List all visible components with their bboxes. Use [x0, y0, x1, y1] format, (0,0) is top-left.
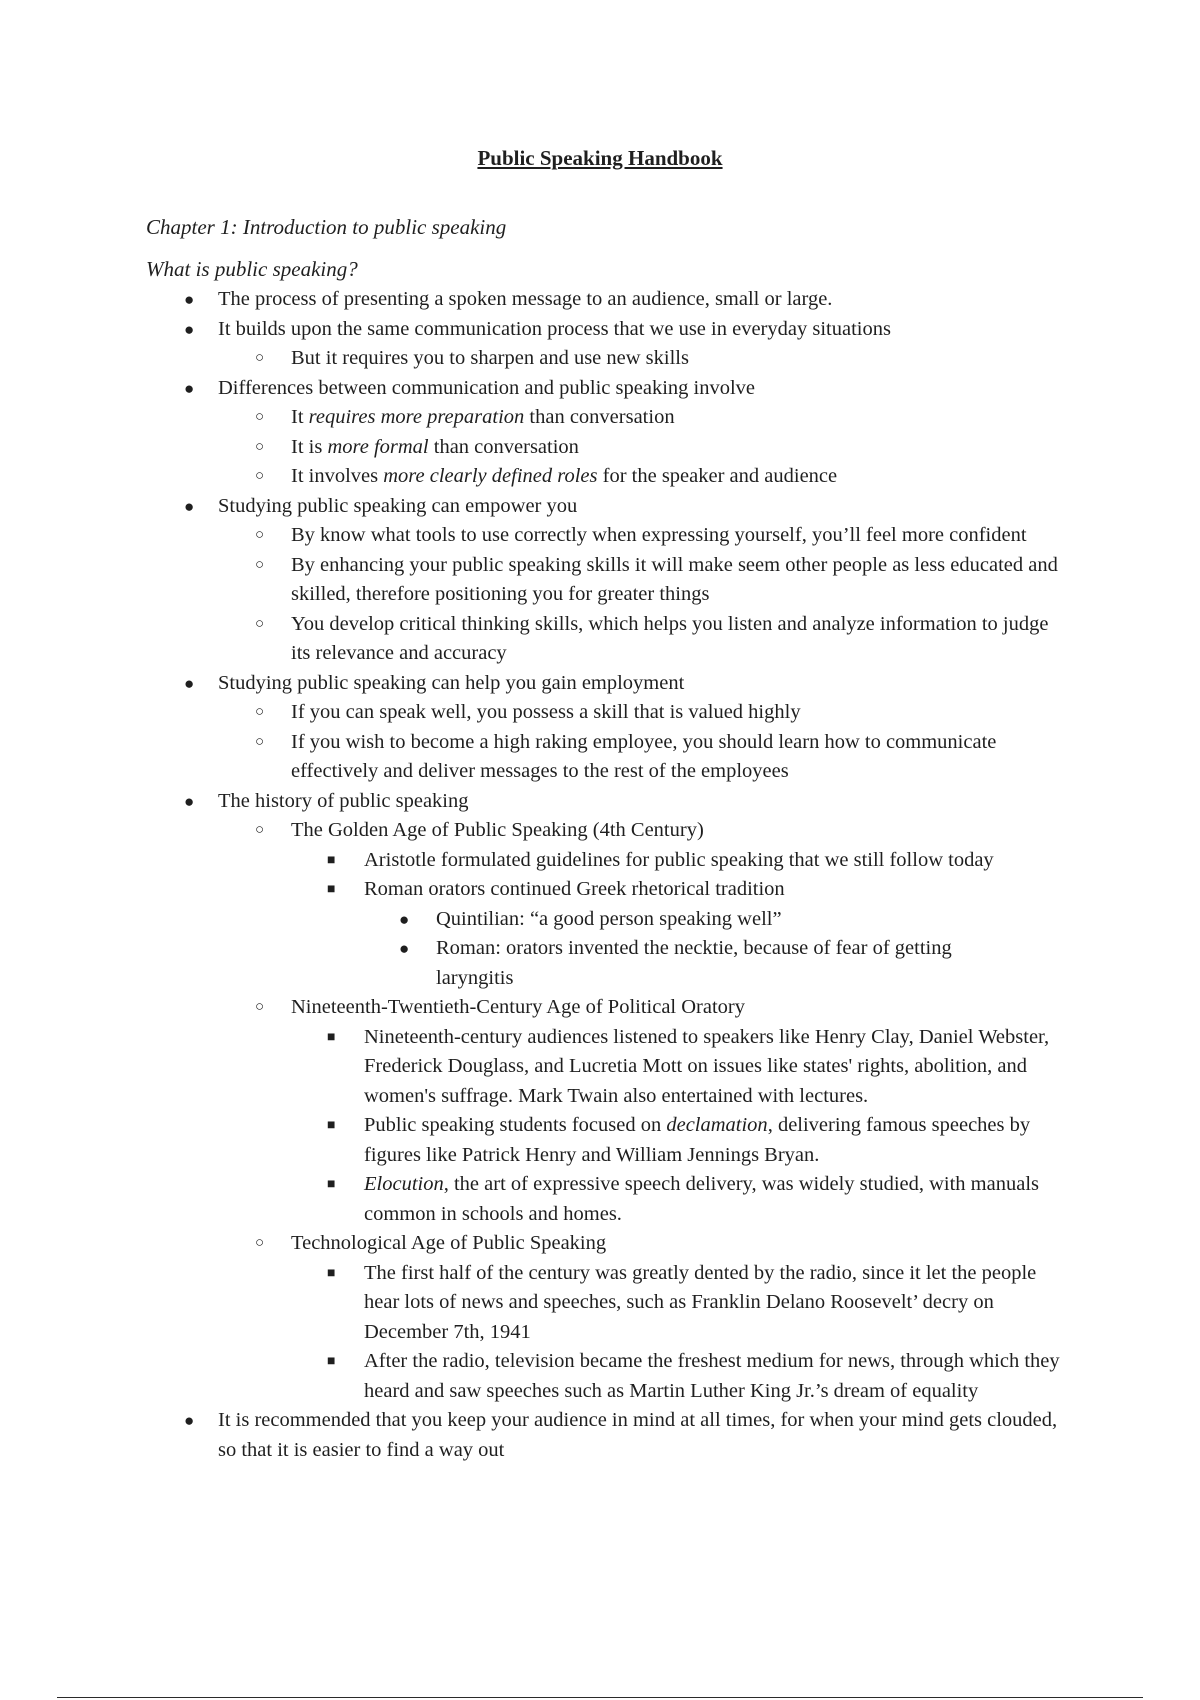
document-title: Public Speaking Handbook	[477, 146, 723, 170]
list-item	[0, 698, 1063, 728]
list-item-text: If you can speak well, you possess a skill that is valued highly	[291, 701, 801, 723]
disc-bullet-icon: ●	[184, 319, 195, 339]
circle-bullet-icon: ○	[255, 822, 265, 838]
page-bottom-divider	[57, 1697, 1143, 1698]
chapter-heading: Chapter 1: Introduction to public speaking	[146, 215, 507, 239]
circle-bullet-icon: ○	[255, 615, 265, 632]
list-item-text: It builds upon the same communication process that we use in everyday situations	[218, 317, 891, 340]
list-item	[0, 1170, 1064, 1229]
square-bullet-icon: ■	[327, 1029, 336, 1045]
list-item	[0, 521, 1063, 551]
list-item	[0, 1229, 1063, 1259]
list-item	[0, 1259, 1064, 1348]
text-run: for the speaker and audience	[597, 465, 838, 487]
disc-bullet-icon: ●	[184, 791, 195, 811]
list-item	[0, 787, 1068, 817]
text-run: It	[291, 406, 309, 428]
list-item-text	[291, 406, 675, 428]
list-item	[0, 816, 1063, 846]
emphasis-text: more clearly defined roles	[383, 465, 598, 487]
square-bullet-icon: ■	[327, 1118, 336, 1133]
list-item-text: The history of public speaking	[218, 789, 469, 812]
list-item-text	[364, 1114, 1030, 1166]
list-item-text: If you wish to become a high raking employee, you should learn how to communicate effectively and deliver messages to the rest of the employees	[291, 730, 997, 782]
list-item-text	[291, 436, 579, 458]
text-run: than conversation	[524, 406, 675, 428]
list-item-text: After the radio, television became the freshest medium for news, through which they heard and saw speeches such as Martin Luther King Jr.’s dream of equality	[364, 1350, 1060, 1402]
list-item-text: Differences between communication and public speaking involve	[218, 376, 756, 399]
list-item-text: Studying public speaking can help you gain employment	[218, 671, 685, 694]
circle-bullet-icon: ○	[255, 1235, 265, 1251]
list-item	[0, 728, 1063, 787]
list-item	[0, 433, 1063, 463]
text-run: It involves	[291, 465, 384, 487]
list-item	[0, 993, 1063, 1023]
circle-bullet-icon: ○	[255, 704, 265, 720]
list-item	[0, 846, 1064, 876]
list-item	[0, 285, 1068, 315]
list-item	[0, 669, 1068, 699]
disc-bullet-icon: ●	[399, 939, 410, 958]
square-bullet-icon: ■	[327, 1354, 336, 1369]
list-item	[0, 551, 1063, 610]
emphasis-text: declamation	[666, 1114, 768, 1136]
list-item	[0, 1406, 1068, 1465]
disc-bullet-icon: ●	[399, 909, 410, 929]
list-item	[0, 1023, 1064, 1112]
circle-bullet-icon: ○	[255, 999, 265, 1015]
list-item-text: But it requires you to sharpen and use new skills	[291, 347, 689, 369]
list-item	[0, 315, 1068, 345]
disc-bullet-icon: ●	[184, 496, 195, 516]
list-item-text: Quintilian: “a good person speaking well”	[436, 907, 782, 930]
text-run: Public speaking students focused on	[364, 1114, 667, 1136]
list-item	[0, 462, 1063, 492]
list-item-text: The first half of the century was greatly dented by the radio, since it let the people hear lots of news and speeches, such as Franklin Delano Roosevelt’ decry on December 7th, 1941	[364, 1261, 1037, 1343]
disc-bullet-icon: ●	[184, 1411, 195, 1430]
list-item-text: Nineteenth-Twentieth-Century Age of Political Oratory	[291, 996, 745, 1018]
square-bullet-icon: ■	[327, 1177, 336, 1192]
list-item-text: It is recommended that you keep your audience in mind at all times, for when your mind gets clouded, so that it is easier to find a way out	[218, 1409, 1058, 1461]
circle-bullet-icon: ○	[255, 556, 265, 573]
bullet-outline	[0, 285, 1200, 1465]
list-item	[0, 492, 1068, 522]
section-question: What is public speaking?	[146, 257, 358, 281]
list-item-text	[291, 465, 837, 487]
circle-bullet-icon: ○	[255, 527, 265, 543]
circle-bullet-icon: ○	[255, 409, 265, 425]
circle-bullet-icon: ○	[255, 350, 265, 366]
text-run: , delivering famous speeches by figures like Patrick Henry and William Jennings Bryan.	[364, 1114, 1031, 1166]
list-item-text: By know what tools to use correctly when expressing yourself, you’ll feel more confident	[291, 524, 1027, 546]
list-item-text: You develop critical thinking skills, which helps you listen and analyze information to judge its relevance and accuracy	[291, 612, 1049, 664]
disc-bullet-icon: ●	[184, 673, 195, 693]
list-item	[0, 875, 1064, 905]
list-item	[0, 403, 1063, 433]
list-item	[0, 374, 1068, 404]
list-item-text: Roman orators continued Greek rhetorical tradition	[364, 878, 785, 900]
emphasis-text: Elocution	[364, 1173, 444, 1195]
disc-bullet-icon: ●	[184, 378, 195, 398]
emphasis-text: more formal	[327, 435, 429, 458]
circle-bullet-icon: ○	[255, 733, 265, 750]
disc-bullet-icon: ●	[184, 290, 195, 309]
list-item	[0, 934, 1008, 993]
list-item	[0, 1111, 1064, 1170]
list-item	[0, 1347, 1064, 1406]
list-item	[0, 905, 1008, 935]
square-bullet-icon: ■	[327, 852, 336, 868]
list-item-text: Technological Age of Public Speaking	[291, 1232, 607, 1254]
emphasis-text: requires more preparation	[308, 406, 525, 428]
square-bullet-icon: ■	[327, 1265, 336, 1281]
text-run: , the art of expressive speech delivery, was widely studied, with manuals common in schools and homes.	[364, 1173, 1039, 1225]
text-run: It is	[291, 435, 328, 458]
text-run: than conversation	[428, 435, 579, 458]
list-item-text: Nineteenth-century audiences listened to speakers like Henry Clay, Daniel Webster, Frederick Douglass, and Lucretia Mott on issues like states' rights, abolition, and women's suffrage. Mark Twain also entertained with lectures.	[364, 1025, 1050, 1107]
list-item	[0, 344, 1063, 374]
list-item-text: The process of presenting a spoken message to an audience, small or large.	[218, 288, 833, 310]
list-item-text	[364, 1173, 1039, 1225]
list-item-text: Aristotle formulated guidelines for public speaking that we still follow today	[364, 848, 994, 871]
list-item	[0, 610, 1063, 669]
list-item-text: Studying public speaking can empower you	[218, 494, 578, 517]
list-item-text: Roman: orators invented the necktie, because of fear of getting laryngitis	[436, 937, 952, 989]
circle-bullet-icon: ○	[255, 438, 265, 455]
list-item-text: The Golden Age of Public Speaking (4th Century)	[291, 819, 704, 841]
circle-bullet-icon: ○	[255, 468, 265, 484]
square-bullet-icon: ■	[327, 882, 336, 897]
list-item-text: By enhancing your public speaking skills it will make seem other people as less educated and skilled, therefore positioning you for greater things	[291, 553, 1058, 605]
